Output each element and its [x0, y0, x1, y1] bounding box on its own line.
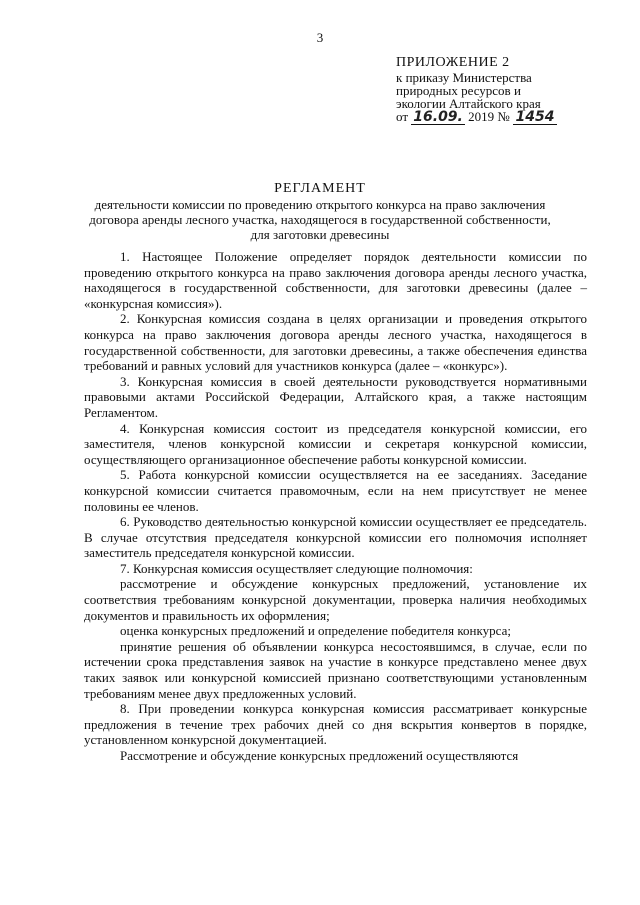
- appendix-block: [396, 55, 606, 125]
- appendix-title: ПРИЛОЖЕНИЕ 2: [396, 55, 510, 70]
- appendix-line-1: к приказу Министерства: [396, 70, 532, 85]
- paragraph-8: 8. При проведении конкурса конкурсная комиссия рассматривает конкурсные предложения в течение трех рабочих дней со дня вскрытия конвертов в порядке, установленном конкурсной документацией.: [84, 701, 587, 748]
- paragraph-3: 3. Конкурсная комиссия в своей деятельности руководствуется нормативными правовыми актами Российской Федерации, Алтайского края, а также настоящим Регламентом.: [84, 373, 587, 420]
- paragraph-1: 1. Настоящее Положение определяет порядок деятельности комиссии по проведению открытого конкурса на право заключения договора аренды лесного участка, находящегося в государственной собственности, для заготовки древесины (далее – «конкурсная комиссия»).: [84, 249, 587, 311]
- paragraph-5: 5. Работа конкурсной комиссии осуществляется на ее заседаниях. Заседание конкурсной комиссии считается правомочным, если на нем присутствует не менее половины ее членов.: [84, 467, 587, 514]
- handwritten-order-number: 1454: [513, 111, 557, 125]
- paragraph-7: 7. Конкурсная комиссия осуществляет следующие полномочия:: [120, 560, 473, 576]
- appendix-line-2: природных ресурсов и: [396, 83, 521, 98]
- paragraph-9: Рассмотрение и обсуждение конкурсных предложений осуществляются: [120, 748, 519, 763]
- paragraph-7-item-3: принятие решения об объявлении конкурса несостоявшимся, в случае, если по истечении срока представления заявок на участие в конкурсе представлено менее двух таких заявок или конкурсной комиссией признано соответствующими установленным требованиям менее двух предложенных условий.: [84, 638, 587, 701]
- appendix-date-line: [396, 110, 606, 125]
- paragraph-7-item-2: оценка конкурсных предложений и определение победителя конкурса;: [120, 623, 511, 639]
- document-body: [84, 249, 587, 764]
- handwritten-date: 16.09.: [413, 109, 463, 125]
- date-prefix: от: [396, 109, 409, 124]
- appendix-line-3: экологии Алтайского края: [396, 96, 541, 111]
- paragraph-6: 6. Руководство деятельностью конкурсной комиссии осуществляет ее председатель. В случае отсутствия председателя конкурсной комиссии его полномочия исполняет заместитель председателя конкурсной комиссии.: [84, 514, 587, 561]
- paragraph-7-item-1: рассмотрение и обсуждение конкурсных предложений, установление их соответствия требованиям конкурсной документации, проверка наличия необходимых документов и правильность их оформления;: [84, 576, 587, 623]
- paragraph-4: 4. Конкурсная комиссия состоит из председателя конкурсной комиссии, его заместителя, членов конкурсной комиссии и секретаря конкурсной комиссии, осуществляющего организационное обеспечение работы конкурсной комиссии.: [84, 420, 587, 467]
- page-number: 3: [316, 30, 324, 45]
- document-heading: РЕГЛАМЕНТ: [274, 181, 366, 196]
- paragraph-2: 2. Конкурсная комиссия создана в целях организации и проведения открытого конкурса на право заключения договора аренды лесного участка, находящегося в государственной собственности, для заготовки древесины, а также обеспечения единства требований и равных условий для участников конкурса (далее – «конкурс»).: [84, 311, 587, 374]
- date-year: 2019 №: [468, 109, 510, 124]
- document-subheading: деятельности комиссии по проведению открытого конкурса на право заключения договора аренды лесного участка, находящегося в государственной собственности, для заготовки древесины: [89, 197, 551, 242]
